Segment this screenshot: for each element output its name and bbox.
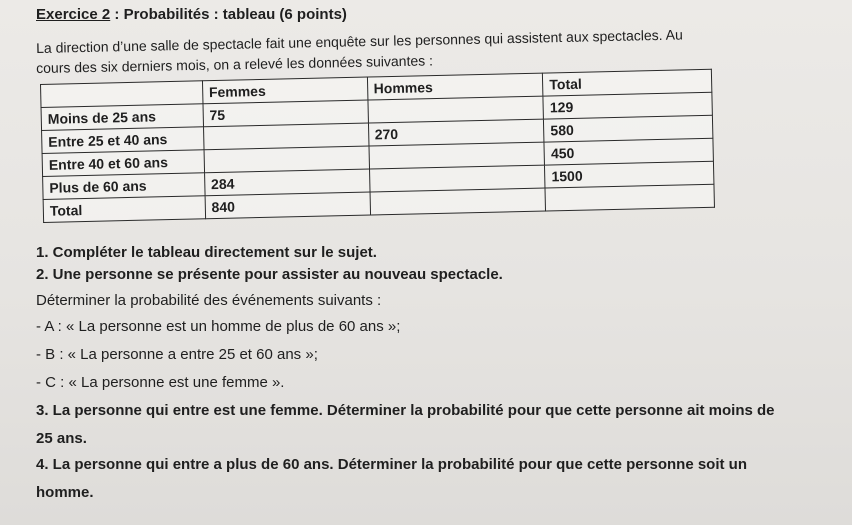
table-cell: 75 <box>203 100 368 127</box>
table-cell: 1500 <box>545 161 714 188</box>
data-table <box>40 69 715 223</box>
exercise-title <box>36 6 347 23</box>
row-label: Entre 25 et 40 ans <box>42 127 204 154</box>
question-2-intro: Déterminer la probabilité des événements suivants : <box>36 292 382 309</box>
table-cell: 840 <box>205 192 370 219</box>
table-header-femmes: Femmes <box>202 77 367 104</box>
table-cell <box>545 184 714 211</box>
question-1: 1. Compléter le tableau directement sur le sujet. <box>36 244 377 261</box>
row-label: Total <box>43 196 205 223</box>
table-cell: 284 <box>204 169 369 196</box>
table-cell <box>370 188 546 215</box>
intro-line-2: cours des six derniers mois, on a relevé les données suivantes : <box>36 52 434 76</box>
data-table-wrapper <box>40 69 723 223</box>
exercise-title-text: : Probabilités : tableau (6 points) <box>110 6 347 23</box>
table-header-total: Total <box>543 69 712 96</box>
row-label: Entre 40 et 60 ans <box>42 150 204 177</box>
table-cell: 580 <box>544 115 713 142</box>
table-cell: 270 <box>368 119 544 146</box>
table-header-hommes: Hommes <box>367 73 543 100</box>
question-4-line-1: 4. La personne qui entre a plus de 60 ans. Déterminer la probabilité pour que cette personne soit un <box>36 456 747 473</box>
row-label: Moins de 25 ans <box>41 104 203 131</box>
question-4-line-2: homme. <box>36 484 94 501</box>
intro-line-1: La direction d’une salle de spectacle fait une enquête sur les personnes qui assistent aux spectacles. Au <box>36 26 683 56</box>
question-3-line-2: 25 ans. <box>36 430 87 447</box>
question-2: 2. Une personne se présente pour assister au nouveau spectacle. <box>36 266 503 283</box>
table-cell: 450 <box>544 138 713 165</box>
row-label: Plus de 60 ans <box>43 173 205 200</box>
exercise-label: Exercice 2 <box>36 6 111 23</box>
event-b: - B : « La personne a entre 25 et 60 ans »; <box>36 346 318 363</box>
table-cell: 129 <box>543 92 712 119</box>
event-a: - A : « La personne est un homme de plus de 60 ans »; <box>36 318 401 335</box>
question-3-line-1: 3. La personne qui entre est une femme. Déterminer la probabilité pour que cette personne ait moins de <box>36 402 775 419</box>
event-c: - C : « La personne est une femme ». <box>36 374 285 391</box>
